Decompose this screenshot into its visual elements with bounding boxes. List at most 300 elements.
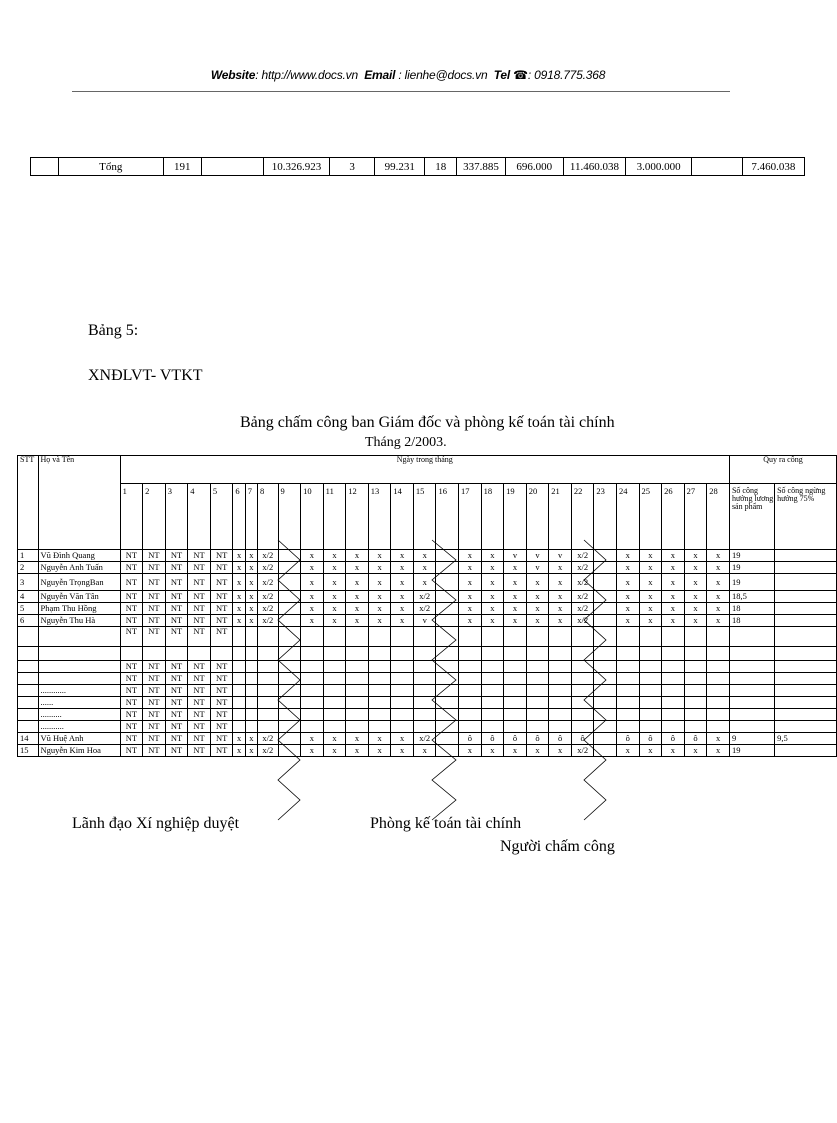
row-summary-1: 19 — [729, 550, 774, 562]
total-label: Tổng — [58, 158, 163, 176]
day-cell — [594, 673, 617, 685]
day-cell: x — [639, 562, 662, 574]
day-cell — [459, 647, 482, 661]
page-title: Bảng chấm công ban Giám đốc và phòng kế toán tài chính — [240, 414, 615, 431]
total-cell: 337.885 — [457, 158, 505, 176]
total-cell: 696.000 — [505, 158, 563, 176]
day-cell — [278, 721, 301, 733]
day-cell — [258, 709, 279, 721]
day-cell: NT — [210, 661, 233, 673]
day-cell: x — [639, 591, 662, 603]
day-cell: NT — [143, 603, 166, 615]
row-summary-2 — [775, 697, 837, 709]
day-cell — [436, 721, 459, 733]
day-cell: NT — [210, 673, 233, 685]
day-cell: x — [459, 591, 482, 603]
day-cell: NT — [165, 591, 188, 603]
row-name — [38, 661, 120, 673]
day-cell — [278, 733, 301, 745]
day-cell — [323, 721, 346, 733]
day-cell: x — [504, 574, 527, 591]
day-cell: x — [368, 745, 391, 757]
day-cell: NT — [188, 562, 211, 574]
day-cell: NT — [210, 562, 233, 574]
day-cell — [436, 550, 459, 562]
day-header: 10 — [301, 484, 324, 550]
day-header: 26 — [662, 484, 685, 550]
day-cell — [639, 709, 662, 721]
day-cell — [391, 627, 414, 647]
day-cell: NT — [143, 721, 166, 733]
day-cell: x — [684, 562, 707, 574]
day-cell: NT — [143, 685, 166, 697]
total-cell — [31, 158, 59, 176]
day-cell — [278, 603, 301, 615]
day-cell — [639, 661, 662, 673]
day-cell: x — [245, 550, 257, 562]
day-cell — [594, 685, 617, 697]
day-cell: x — [662, 615, 685, 627]
day-cell: NT — [210, 697, 233, 709]
total-row — [31, 158, 805, 176]
day-cell: x — [639, 615, 662, 627]
day-cell — [707, 647, 730, 661]
day-cell: NT — [188, 574, 211, 591]
day-cell — [413, 685, 436, 697]
day-cell: NT — [165, 615, 188, 627]
day-cell — [413, 647, 436, 661]
day-cell: NT — [210, 603, 233, 615]
day-cell: x — [616, 574, 639, 591]
day-cell: x — [662, 745, 685, 757]
table-row — [18, 550, 837, 562]
day-cell: NT — [165, 733, 188, 745]
day-cell — [684, 685, 707, 697]
day-cell — [346, 721, 369, 733]
row-summary-1: 9 — [729, 733, 774, 745]
day-cell — [258, 673, 279, 685]
day-cell: NT — [165, 745, 188, 757]
day-cell — [662, 709, 685, 721]
day-cell: NT — [188, 733, 211, 745]
day-cell — [662, 661, 685, 673]
day-cell: x — [245, 615, 257, 627]
day-cell: x — [368, 574, 391, 591]
day-cell: x — [504, 603, 527, 615]
day-cell: x — [233, 562, 245, 574]
day-cell: x — [368, 603, 391, 615]
day-cell — [594, 709, 617, 721]
day-cell: ô — [571, 733, 594, 745]
day-cell: x — [346, 615, 369, 627]
day-cell — [368, 661, 391, 673]
day-cell: x — [233, 574, 245, 591]
day-cell: NT — [120, 661, 143, 673]
day-cell — [616, 647, 639, 661]
day-cell — [210, 647, 233, 661]
day-cell — [594, 627, 617, 647]
day-cell: NT — [210, 550, 233, 562]
day-cell: x — [662, 574, 685, 591]
day-cell — [616, 697, 639, 709]
day-cell: NT — [165, 685, 188, 697]
day-cell — [323, 661, 346, 673]
day-cell: NT — [143, 591, 166, 603]
day-cell — [233, 721, 245, 733]
day-cell: x — [707, 733, 730, 745]
day-cell — [368, 685, 391, 697]
day-cell: x — [323, 615, 346, 627]
day-cell — [526, 685, 549, 697]
day-cell: x/2 — [571, 574, 594, 591]
day-header: 20 — [526, 484, 549, 550]
day-cell — [504, 721, 527, 733]
header-divider — [72, 91, 730, 92]
day-cell — [368, 627, 391, 647]
day-cell — [413, 709, 436, 721]
day-cell — [436, 615, 459, 627]
day-cell — [639, 685, 662, 697]
day-cell: x — [301, 574, 324, 591]
day-cell — [684, 627, 707, 647]
day-cell: x — [707, 591, 730, 603]
day-cell: x — [616, 615, 639, 627]
day-cell — [413, 673, 436, 685]
day-cell — [301, 661, 324, 673]
day-cell — [616, 627, 639, 647]
day-cell — [391, 673, 414, 685]
day-cell: NT — [165, 562, 188, 574]
table-row — [18, 591, 837, 603]
day-header: 3 — [165, 484, 188, 550]
total-cell: 191 — [163, 158, 201, 176]
day-cell: x — [481, 591, 504, 603]
day-cell: ô — [616, 733, 639, 745]
row-name: Nguyễn Anh Tuấn — [38, 562, 120, 574]
day-cell: x — [391, 562, 414, 574]
day-cell — [301, 685, 324, 697]
total-cell: 3.000.000 — [626, 158, 692, 176]
day-header: 24 — [616, 484, 639, 550]
day-cell: x — [346, 591, 369, 603]
day-cell — [245, 673, 257, 685]
day-cell: x — [413, 562, 436, 574]
day-cell: ô — [504, 733, 527, 745]
day-cell — [323, 697, 346, 709]
signature-accounting: Phòng kế toán tài chính — [370, 815, 522, 832]
day-cell — [368, 721, 391, 733]
day-cell — [120, 647, 143, 661]
day-cell — [278, 550, 301, 562]
day-cell: x — [639, 550, 662, 562]
row-summary-1: 18,5 — [729, 591, 774, 603]
day-cell — [549, 661, 572, 673]
day-cell — [662, 647, 685, 661]
day-cell: NT — [188, 550, 211, 562]
row-summary-2 — [775, 550, 837, 562]
day-cell — [684, 697, 707, 709]
day-cell: x — [481, 615, 504, 627]
day-cell: NT — [165, 574, 188, 591]
day-cell — [459, 709, 482, 721]
day-cell: NT — [188, 697, 211, 709]
day-cell: x — [323, 562, 346, 574]
day-cell — [684, 647, 707, 661]
day-cell — [346, 647, 369, 661]
row-summary-1 — [729, 661, 774, 673]
day-cell — [323, 647, 346, 661]
day-cell — [684, 661, 707, 673]
day-cell — [571, 661, 594, 673]
day-cell: x — [662, 562, 685, 574]
row-stt: 3 — [18, 574, 39, 591]
day-cell: x — [245, 574, 257, 591]
day-cell — [639, 697, 662, 709]
day-cell: x — [245, 562, 257, 574]
day-header: 9 — [278, 484, 301, 550]
day-cell — [233, 673, 245, 685]
day-cell: x — [707, 562, 730, 574]
day-cell: x — [662, 550, 685, 562]
day-cell: x — [368, 615, 391, 627]
day-cell: x — [526, 745, 549, 757]
day-cell — [549, 697, 572, 709]
day-cell: NT — [165, 661, 188, 673]
row-summary-2 — [775, 603, 837, 615]
day-cell: x — [301, 591, 324, 603]
header-row — [18, 456, 837, 484]
row-summary-1 — [729, 709, 774, 721]
day-cell: x/2 — [571, 550, 594, 562]
day-cell — [616, 709, 639, 721]
day-cell: NT — [143, 574, 166, 591]
table-row — [18, 562, 837, 574]
day-cell — [436, 627, 459, 647]
row-stt — [18, 721, 39, 733]
day-header: 28 — [707, 484, 730, 550]
day-cell — [391, 709, 414, 721]
day-cell — [278, 661, 301, 673]
total-cell — [692, 158, 743, 176]
day-cell — [481, 661, 504, 673]
day-header: 15 — [413, 484, 436, 550]
day-cell: x — [391, 745, 414, 757]
table-row — [18, 603, 837, 615]
day-cell: x — [504, 591, 527, 603]
day-cell: NT — [165, 721, 188, 733]
day-cell: x/2 — [258, 574, 279, 591]
day-cell — [504, 709, 527, 721]
day-cell — [459, 685, 482, 697]
day-cell — [504, 661, 527, 673]
day-cell — [459, 697, 482, 709]
day-cell: x — [616, 591, 639, 603]
day-cell: NT — [143, 661, 166, 673]
day-cell — [616, 685, 639, 697]
day-cell — [594, 721, 617, 733]
col-summary-header: Quy ra công — [729, 456, 836, 484]
day-cell — [245, 721, 257, 733]
day-cell: x — [346, 745, 369, 757]
day-header: 8 — [258, 484, 279, 550]
day-cell: x — [481, 574, 504, 591]
row-summary-2 — [775, 615, 837, 627]
day-header: 25 — [639, 484, 662, 550]
day-cell — [594, 733, 617, 745]
day-cell — [504, 697, 527, 709]
day-cell — [245, 697, 257, 709]
day-cell — [594, 697, 617, 709]
day-cell: x — [549, 615, 572, 627]
row-summary-2 — [775, 673, 837, 685]
day-header: 2 — [143, 484, 166, 550]
row-stt — [18, 673, 39, 685]
day-cell — [323, 673, 346, 685]
day-cell: x — [301, 745, 324, 757]
day-cell: x — [323, 574, 346, 591]
email-value[interactable]: : lienhe@docs.vn — [398, 68, 488, 82]
row-summary-2: 9,5 — [775, 733, 837, 745]
total-cell: 10.326.923 — [263, 158, 329, 176]
day-cell — [391, 697, 414, 709]
day-cell — [459, 721, 482, 733]
day-cell: x — [413, 745, 436, 757]
day-cell — [301, 647, 324, 661]
day-header: 21 — [549, 484, 572, 550]
day-cell — [278, 627, 301, 647]
day-cell: x — [245, 591, 257, 603]
day-cell: NT — [188, 591, 211, 603]
total-cell: 99.231 — [375, 158, 425, 176]
day-cell: x — [245, 745, 257, 757]
table-number: Bảng 5: — [88, 322, 139, 339]
day-header: 19 — [504, 484, 527, 550]
day-header: 14 — [391, 484, 414, 550]
day-cell — [504, 685, 527, 697]
table-row — [18, 697, 837, 709]
row-summary-1 — [729, 721, 774, 733]
day-cell — [346, 697, 369, 709]
day-cell — [436, 574, 459, 591]
row-name: Phạm Thu Hồng — [38, 603, 120, 615]
day-cell — [391, 685, 414, 697]
day-cell — [278, 591, 301, 603]
day-cell: NT — [210, 709, 233, 721]
day-header: 7 — [245, 484, 257, 550]
day-cell: x — [616, 603, 639, 615]
day-cell: NT — [188, 661, 211, 673]
row-stt — [18, 685, 39, 697]
row-stt: 15 — [18, 745, 39, 757]
day-cell: x — [346, 550, 369, 562]
total-cell: 7.460.038 — [742, 158, 804, 176]
day-cell — [571, 697, 594, 709]
day-cell: x — [391, 603, 414, 615]
day-cell: x — [504, 745, 527, 757]
page-subtitle: Tháng 2/2003. — [365, 435, 447, 450]
day-header: 1 — [120, 484, 143, 550]
day-cell: x/2 — [258, 733, 279, 745]
day-cell — [258, 697, 279, 709]
day-cell: x/2 — [571, 615, 594, 627]
day-cell: x — [323, 733, 346, 745]
website-value[interactable]: : http://www.docs.vn — [255, 68, 358, 82]
day-cell: NT — [210, 574, 233, 591]
day-cell: NT — [188, 627, 211, 647]
day-cell — [346, 685, 369, 697]
day-cell — [278, 745, 301, 757]
day-cell — [436, 562, 459, 574]
day-cell: x — [245, 603, 257, 615]
day-cell — [684, 673, 707, 685]
day-cell: x — [391, 733, 414, 745]
day-cell — [616, 721, 639, 733]
day-cell — [662, 673, 685, 685]
day-cell: x/2 — [258, 615, 279, 627]
day-cell — [707, 685, 730, 697]
day-cell: ô — [481, 733, 504, 745]
day-cell — [436, 709, 459, 721]
day-cell: x — [346, 562, 369, 574]
day-cell: NT — [120, 603, 143, 615]
row-name: .......... — [38, 709, 120, 721]
day-cell — [594, 550, 617, 562]
day-cell — [684, 721, 707, 733]
day-cell — [346, 673, 369, 685]
row-summary-2 — [775, 709, 837, 721]
day-cell — [301, 697, 324, 709]
tel-value: : 0918.775.368 — [527, 68, 606, 82]
day-cell — [526, 673, 549, 685]
day-cell: v — [526, 562, 549, 574]
day-header: 22 — [571, 484, 594, 550]
row-summary-1: 19 — [729, 574, 774, 591]
day-cell — [301, 627, 324, 647]
day-cell: NT — [188, 603, 211, 615]
row-name: Nguyễn Văn Tân — [38, 591, 120, 603]
day-cell — [639, 673, 662, 685]
day-cell — [391, 721, 414, 733]
day-cell — [504, 647, 527, 661]
table-row — [18, 647, 837, 661]
day-cell — [549, 685, 572, 697]
day-cell — [323, 627, 346, 647]
day-cell — [481, 627, 504, 647]
day-cell — [436, 673, 459, 685]
day-cell: NT — [143, 673, 166, 685]
day-cell — [481, 647, 504, 661]
day-cell: x — [707, 603, 730, 615]
row-summary-1 — [729, 647, 774, 661]
phone-icon: ☎ — [513, 68, 528, 82]
day-cell: x — [684, 550, 707, 562]
day-cell: x — [245, 733, 257, 745]
day-cell: NT — [143, 562, 166, 574]
row-summary-1 — [729, 627, 774, 647]
day-cell — [707, 721, 730, 733]
signature-director: Lãnh đạo Xí nghiệp duyệt — [72, 815, 240, 832]
table-row — [18, 661, 837, 673]
day-cell: x — [526, 591, 549, 603]
day-cell: x — [684, 745, 707, 757]
day-cell — [391, 647, 414, 661]
row-name — [38, 673, 120, 685]
day-cell — [436, 647, 459, 661]
day-cell — [278, 574, 301, 591]
day-cell: x — [549, 591, 572, 603]
day-cell: x — [233, 550, 245, 562]
day-cell — [436, 733, 459, 745]
